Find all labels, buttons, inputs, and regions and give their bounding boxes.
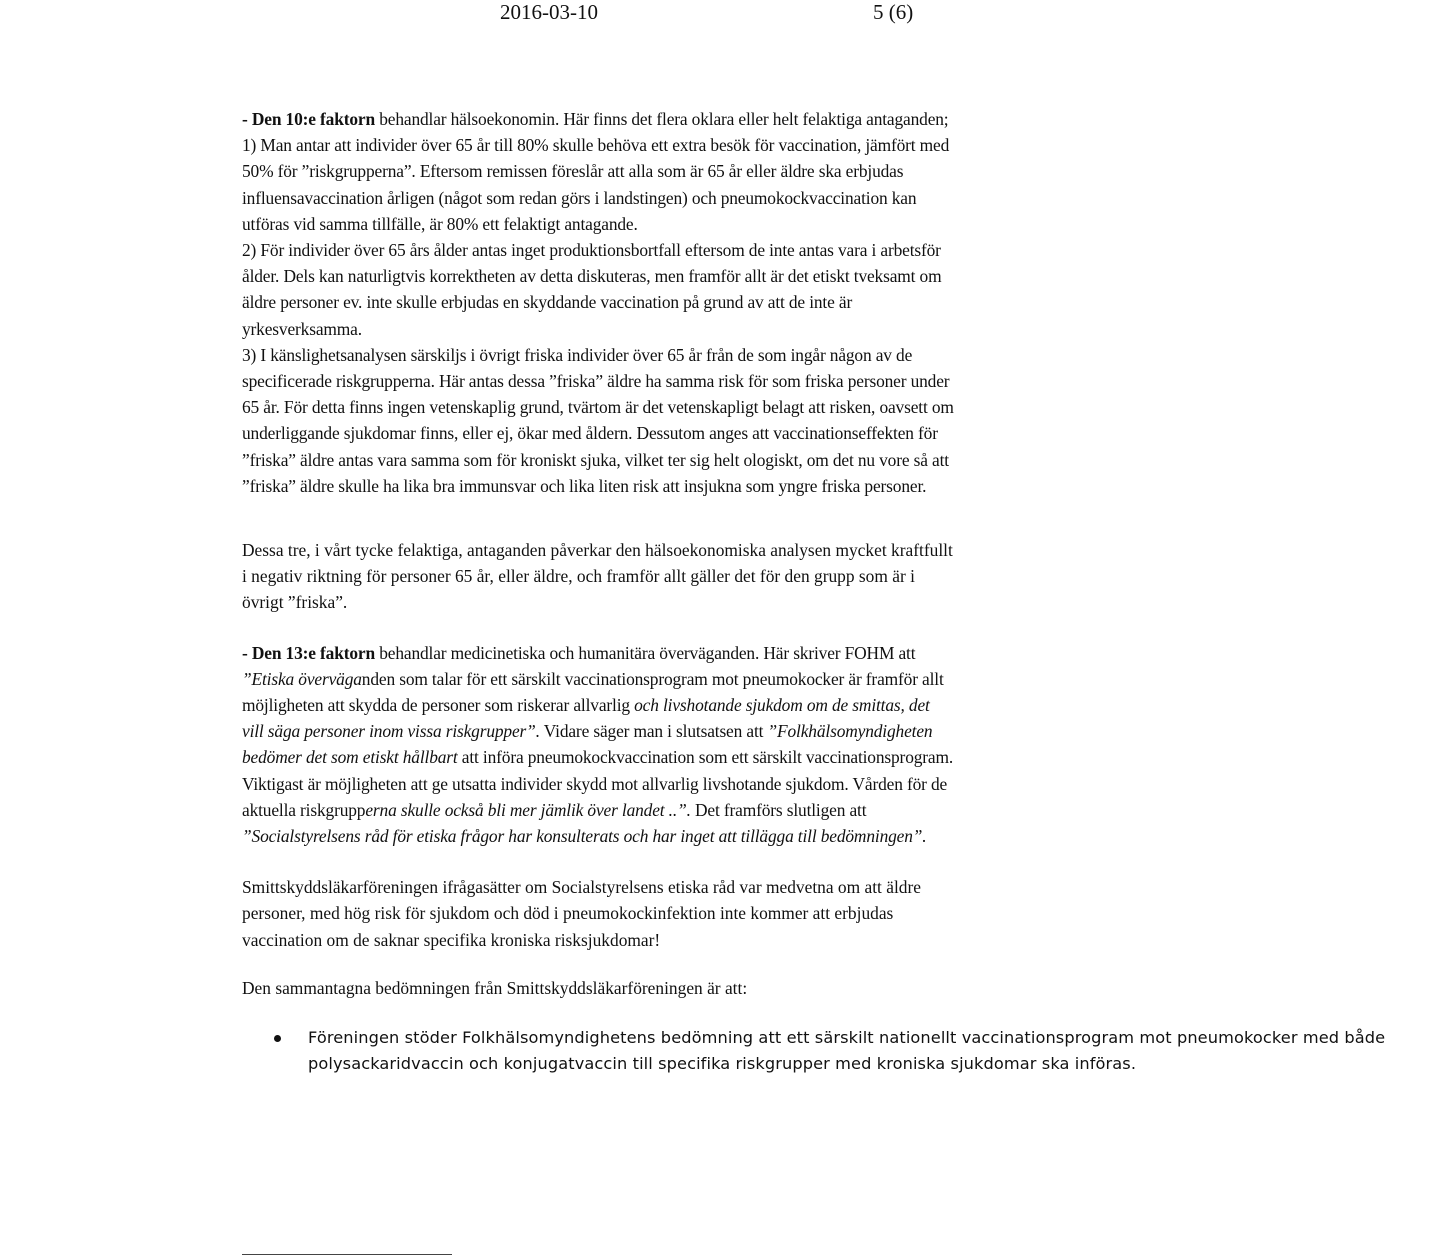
factor-13-text-1: behandlar medicinetiska och humanitära överväganden. Här skriver FOHM att [375, 642, 916, 663]
paragraph-conclusion-intro: Den sammantagna bedömningen från Smittskyddsläkarföreningen är att: [242, 977, 748, 998]
factor-13-text-4: att införa pneumokockvaccination som ett särskilt vaccinationsprogram. Viktigast är möjligheten att ge utsatta individer skydd mot allvarlig livshotande sjukdom. Vården för de aktuella riskgrupp [242, 747, 954, 820]
assumption-1-a: 1) Man antar att individer över 65 år till 80% skulle behöva ett extra besök för vaccination, jämfört med 50% för ”riskgrupperna”. [242, 135, 950, 182]
factor-13-quote-2: och livshotande sjukdom om de smittas, det vill säga personer inom vissa riskgrupper”. [242, 695, 930, 742]
header-page-number: 5 (6) [873, 0, 914, 24]
bullet-icon [274, 1035, 281, 1042]
paragraph-factor-10 [242, 106, 954, 499]
conclusion-list [242, 1025, 1386, 1077]
factor-13-quote-4: erna skulle också bli mer jämlik över landet ..”. [365, 799, 691, 820]
factor-13-text-3: Vidare säger man i slutsatsen att [539, 721, 768, 742]
paragraph-objection: Smittskyddsläkarföreningen ifrågasätter om Socialstyrelsens etiska råd var medvetna om att äldre personer, med hög risk för sjukdom och död i pneumokockinfektion inte kommer att erbjudas vaccination om de saknar specifika kroniska risksjukdomar! [242, 877, 921, 950]
footer-divider [242, 1254, 452, 1255]
factor-13-quote-3: ”Folkhälsomyndigheten bedömer det som etiskt hållbart [242, 721, 933, 768]
document-body [242, 106, 1386, 1078]
list-item [242, 1025, 1386, 1077]
factor-13-text-2: nden som talar för ett särskilt vaccinationsprogram mot pneumokocker är framför allt möjligheten att skydda de personer som riskerar allvarlig [242, 668, 944, 716]
assumption-1-b: Eftersom remissen föreslår att alla som är 65 år eller äldre ska erbjudas influensavaccination årligen (något som redan görs i landstingen) och pneumokockvaccination kan utföras vid samma tillfälle, är 80% ett felaktigt antagande. [242, 161, 917, 234]
assumption-2: 2) För individer över 65 års ålder antas inget produktionsbortfall eftersom de inte antas vara i arbetsför ålder. Dels kan naturligtvis korrektheten av detta diskuteras, men framför allt är det etiskt tveksamt om äldre personer ev. inte skulle erbjudas en skyddande vaccination på grund av att de inte är yrkesverksamma. [242, 240, 942, 339]
assumption-3: 3) I känslighetsanalysen särskiljs i övrigt friska individer över 65 år från de som ingår någon av de specificerade riskgrupperna. Här antas dessa ”friska” äldre ha samma risk för som friska personer under 65 år. För detta finns ingen vetenskaplig grund, tvärtom är det vetenskapligt belagt att risken, oavsett om underliggande sjukdomar finns, eller ej, ökar med åldern. Dessutom anges att vaccinationseffekten för ”friska” äldre antas vara samma som för kroniskt sjuka, vilket ter sig helt ologiskt, om det nu vore så att ”friska” äldre skulle ha lika bra immunsvar och lika liten risk att insjukna som yngre friska personer. [242, 344, 954, 496]
factor-13-quote-5: ”Socialstyrelsens råd för etiska frågor har konsulterats och har inget att tillägga till bedömningen”. [242, 826, 927, 847]
paragraph-summary: Dessa tre, i vårt tycke felaktiga, antaganden påverkar den hälsoekonomiska analysen mycket kraftfullt i negativ riktning för personer 65 år, eller äldre, och framför allt gäller det för den grupp som är i övrigt ”friska”. [242, 540, 953, 613]
factor-13-heading: - Den 13:e faktorn [242, 642, 376, 663]
factor-10-intro: behandlar hälsoekonomin. Här finns det flera oklara eller helt felaktiga antaganden; [375, 109, 949, 129]
header-date: 2016-03-10 [500, 0, 598, 24]
factor-13-quote-1: ”Etiska överväga [242, 668, 362, 689]
list-item-text: Föreningen stöder Folkhälsomyndighetens bedömning att ett särskilt nationellt vaccinationsprogram mot pneumokocker med både polysackaridvaccin och konjugatvaccin till specifika riskgrupper med kroniska sjukdomar ska införas. [308, 1028, 1386, 1074]
page-header [0, 0, 960, 50]
factor-13-text-5: Det framförs slutligen att [690, 799, 867, 820]
factor-10-heading: - Den 10:e faktorn [242, 109, 376, 129]
paragraph-factor-13 [242, 640, 954, 850]
